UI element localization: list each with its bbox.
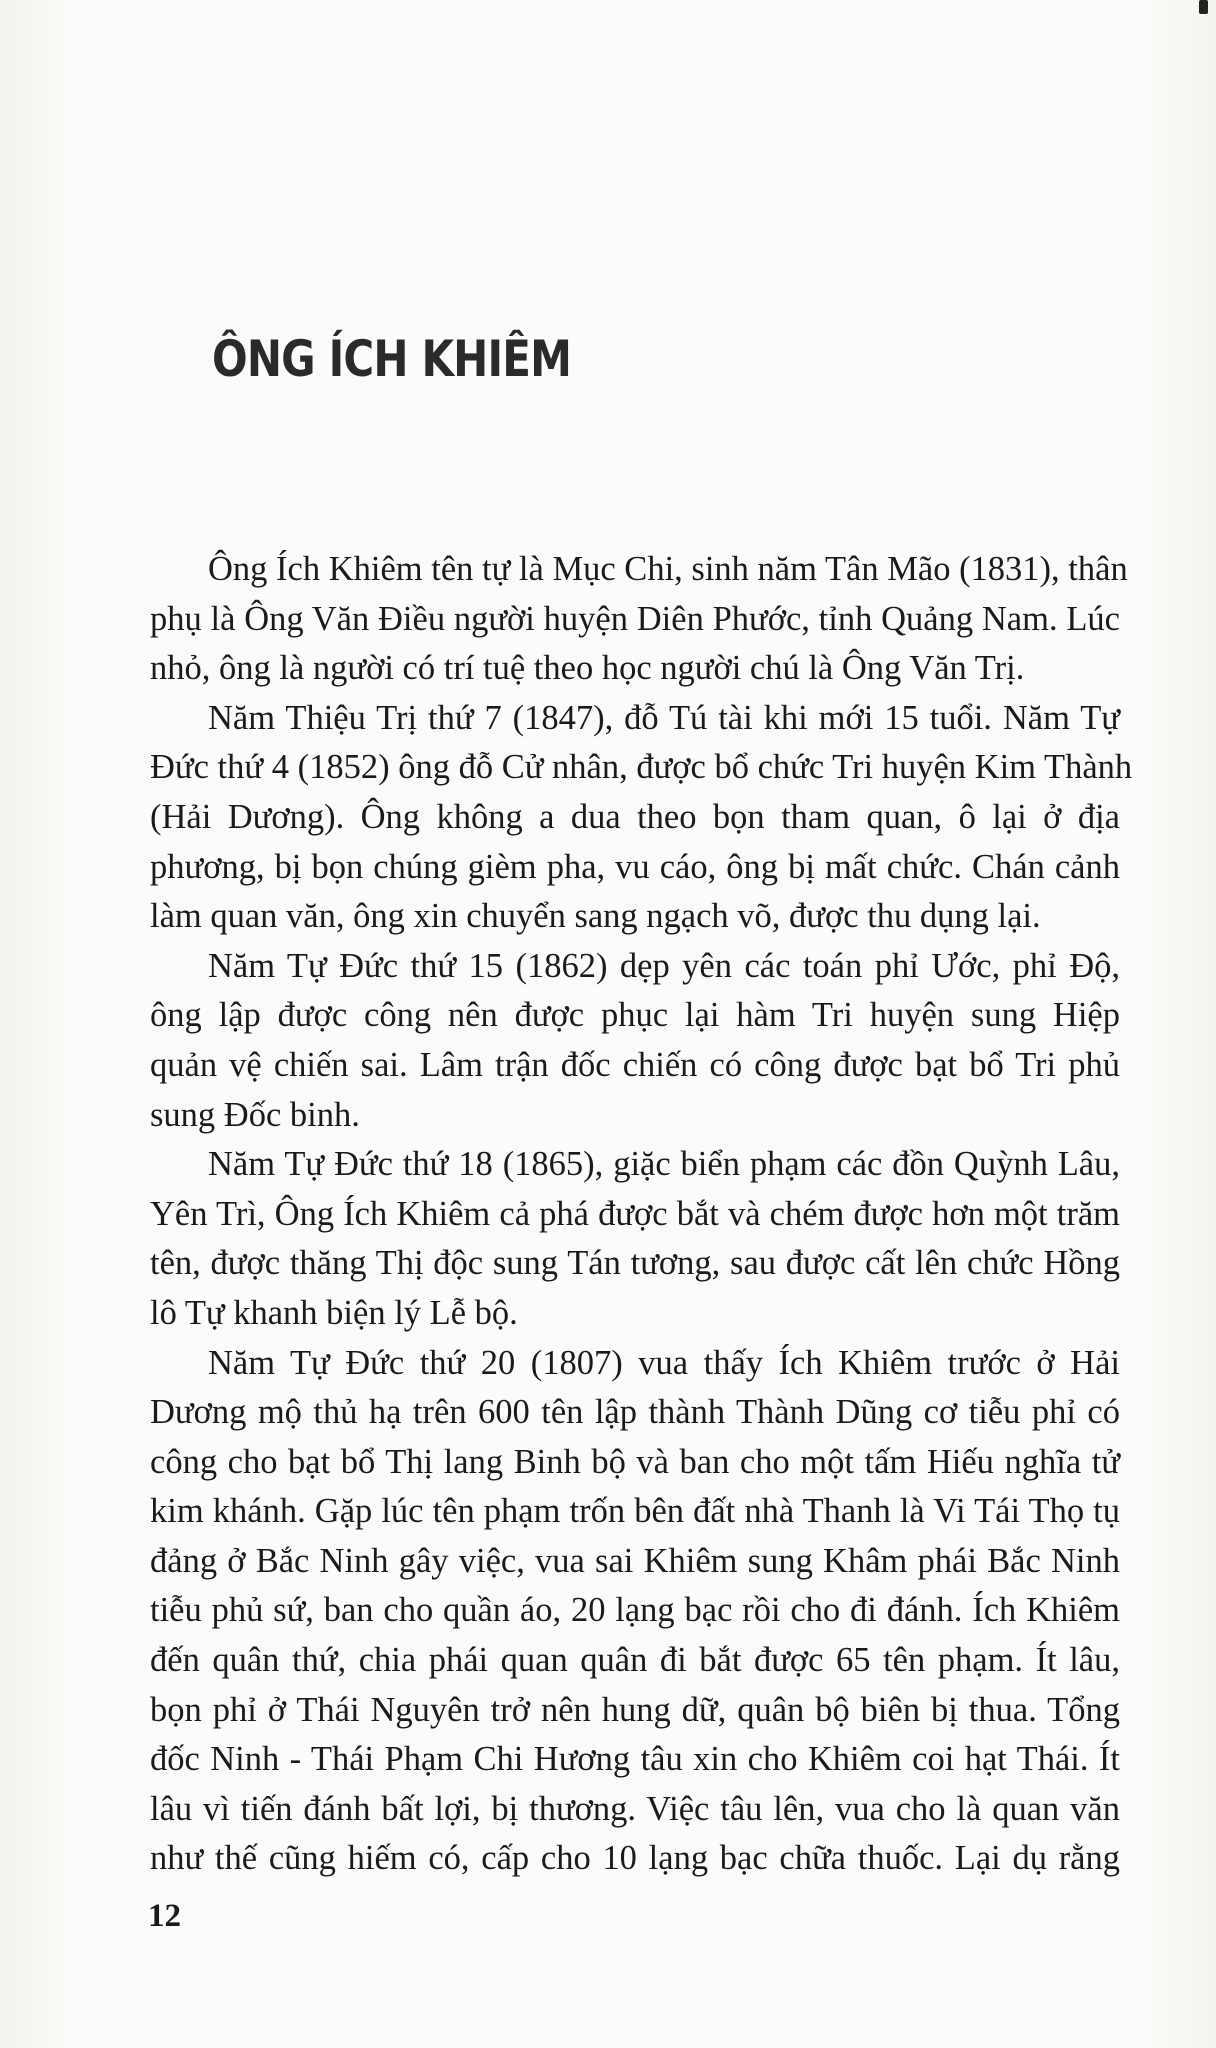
- paragraph: [150, 1140, 1120, 1338]
- text-line: như thế cũng hiếm có, cấp cho 10 lạng bạc chữa thuốc. Lại dụ rằng: [150, 1839, 1120, 1878]
- paragraph: [150, 942, 1120, 1140]
- text-line: tên, được thăng Thị độc sung Tán tương, sau được cất lên chức Hồng: [150, 1244, 1120, 1283]
- text-line: Năm Tự Đức thứ 20 (1807) vua thấy Ích Khiêm trước ở Hải: [208, 1343, 1120, 1382]
- text-line: đảng ở Bắc Ninh gây việc, vua sai Khiêm sung Khâm phái Bắc Ninh: [150, 1541, 1120, 1580]
- text-line: quản vệ chiến sai. Lâm trận đốc chiến có công được bạt bổ Tri phủ: [150, 1045, 1120, 1084]
- text-line: Năm Thiệu Trị thứ 7 (1847), đỗ Tú tài khi mới 15 tuổi. Năm Tự: [208, 698, 1120, 737]
- text-line: đốc Ninh - Thái Phạm Chi Hương tâu xin cho Khiêm coi hạt Thái. Ít: [150, 1740, 1120, 1779]
- text-line: kim khánh. Gặp lúc tên phạm trốn bên đất nhà Thanh là Vi Tái Thọ tụ: [150, 1492, 1120, 1531]
- text-line: sung Đốc binh.: [150, 1095, 360, 1134]
- ink-mark: [1199, 0, 1208, 14]
- paragraph: [150, 694, 1133, 942]
- body-text: [150, 545, 1133, 1884]
- text-line: Năm Tự Đức thứ 15 (1862) dẹp yên các toán phỉ Ước, phỉ Độ,: [208, 946, 1120, 985]
- text-line: Năm Tự Đức thứ 18 (1865), giặc biển phạm các đồn Quỳnh Lâu,: [208, 1145, 1120, 1184]
- text-line: làm quan văn, ông xin chuyển sang ngạch võ, được thu dụng lại.: [150, 897, 1041, 936]
- text-line: lâu vì tiến đánh bất lợi, bị thương. Việc tâu lên, vua cho là quan văn: [150, 1789, 1120, 1828]
- text-line: bọn phỉ ở Thái Nguyên trở nên hung dữ, quân bộ biên bị thua. Tổng: [150, 1690, 1120, 1729]
- text-line: công cho bạt bổ Thị lang Binh bộ và ban cho một tấm Hiếu nghĩa tử: [150, 1442, 1120, 1481]
- text-line: Ông Ích Khiêm tên tự là Mục Chi, sinh năm Tân Mão (1831), thân: [208, 550, 1128, 588]
- text-line: Yên Trì, Ông Ích Khiêm cả phá được bắt và chém được hơn một trăm: [150, 1194, 1120, 1233]
- text-line: nhỏ, ông là người có trí tuệ theo học người chú là Ông Văn Trị.: [150, 649, 1025, 688]
- text-line: phương, bị bọn chúng gièm pha, vu cáo, ông bị mất chức. Chán cảnh: [150, 847, 1120, 886]
- text-line: Đức thứ 4 (1852) ông đỗ Cử nhân, được bổ chức Tri huyện Kim Thành: [150, 748, 1133, 787]
- paragraph: [150, 545, 1128, 694]
- paragraph: [150, 1339, 1120, 1885]
- text-line: lô Tự khanh biện lý Lễ bộ.: [150, 1293, 518, 1332]
- text-line: phụ là Ông Văn Điều người huyện Diên Phước, tỉnh Quảng Nam. Lúc: [150, 599, 1120, 638]
- text-line: ông lập được công nên được phục lại hàm Tri huyện sung Hiệp: [150, 996, 1120, 1035]
- page-number: 12: [148, 1898, 181, 1934]
- text-line: đến quân thứ, chia phái quan quân đi bắt được 65 tên phạm. Ít lâu,: [150, 1641, 1120, 1680]
- chapter-title: ÔNG ÍCH KHIÊM: [212, 330, 572, 388]
- text-line: Dương mộ thủ hạ trên 600 tên lập thành Thành Dũng cơ tiễu phỉ có: [150, 1393, 1120, 1432]
- text-line: (Hải Dương). Ông không a dua theo bọn tham quan, ô lại ở địa: [150, 797, 1120, 836]
- text-line: tiễu phủ sứ, ban cho quần áo, 20 lạng bạc rồi cho đi đánh. Ích Khiêm: [150, 1591, 1120, 1630]
